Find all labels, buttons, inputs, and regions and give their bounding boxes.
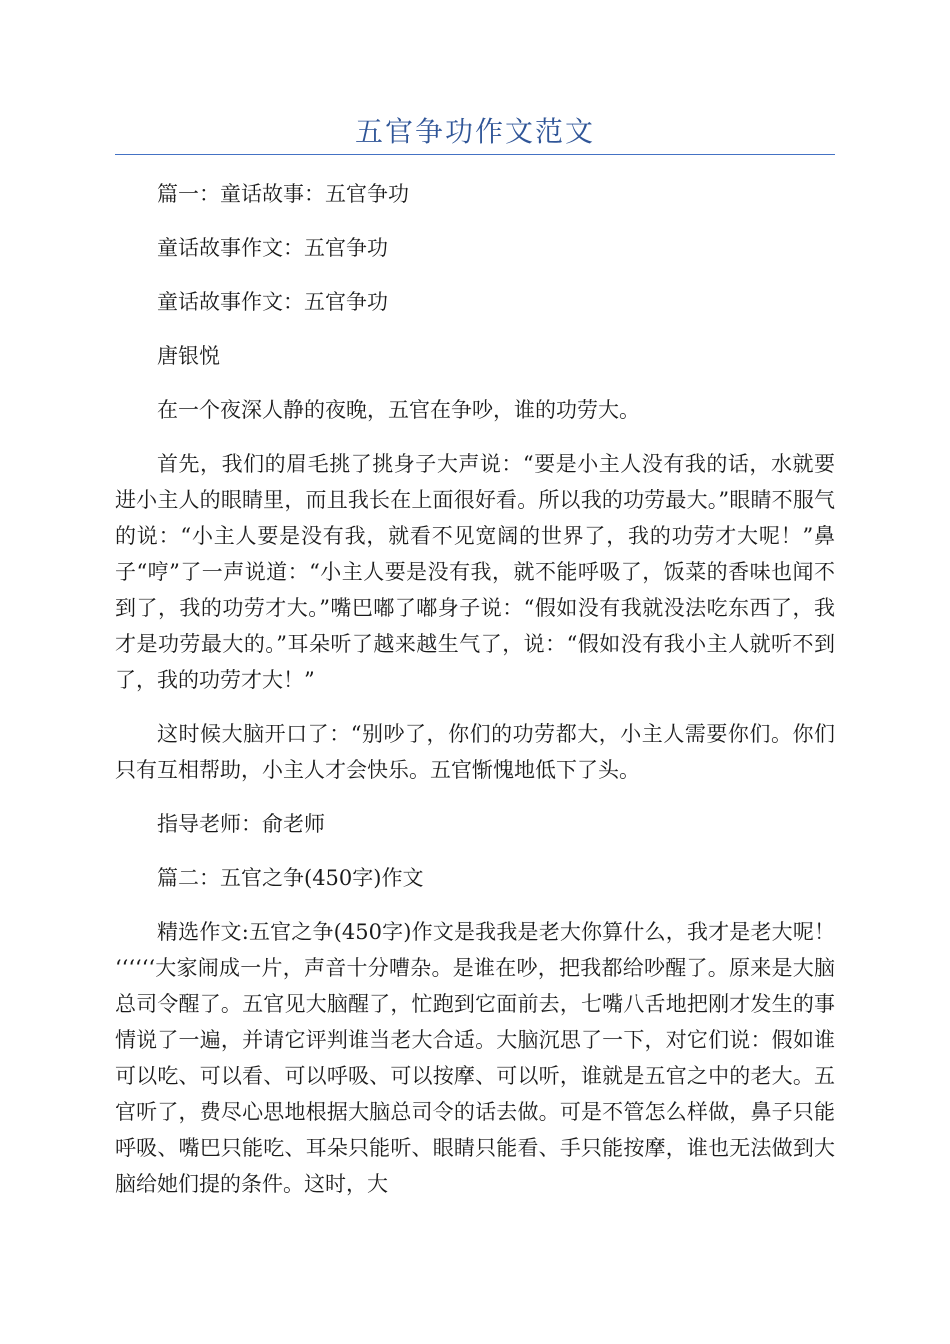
paragraph-section-one-heading: 篇一：童话故事：五官争功 bbox=[157, 182, 409, 206]
paragraph-author: 唐银悦 bbox=[157, 344, 220, 368]
document-title: 五官争功作文范文 bbox=[354, 115, 595, 148]
paragraph-section-two-body: 精选作文:五官之争(450字)作文是我我是老大你算什么，我才是老大呢！ ‘‘‘‘‘‘大家闹成一片，声音十分嘈杂。是谁在吵，把我都给吵醒了。原来是大脑总司令醒了。五官见大脑醒了，忙跑到它面前去，七嘴八舌地把刚才发生的事情说了一遍，并请它评判谁当老大合适。大脑沉思了一下，对它们说：假如谁可以吃、可以看、可以呼吸、可以按摩、可以听，谁就是五官之中的老大。五官听了，费尽心思地根据大脑总司令的话去做。可是不管怎么样做，鼻子只能呼吸、嘴巴只能吃、耳朵只能听、眼睛只能看、手只能按摩，谁也无法做到大脑给她们提的条件。这时，大 bbox=[115, 920, 835, 1196]
paragraph-story-title: 童话故事作文：五官争功 bbox=[157, 236, 388, 260]
paragraph-teacher: 指导老师：俞老师 bbox=[157, 812, 325, 836]
title-underline bbox=[115, 154, 835, 155]
paragraph-argument: 首先，我们的眉毛挑了挑身子大声说：“要是小主人没有我的话，水就要进小主人的眼睛里，而且我长在上面很好看。所以我的功劳最大。”眼睛不服气的说：“小主人要是没有我，就看不见宽阔的世界了，我的功劳才大呢！”鼻子“哼”了一声说道：“小主人要是没有我，就不能呼吸了，饭菜的香味也闻不到了，我的功劳才大。”嘴巴嘟了嘟身子说：“假如没有我就没法吃东西了，我才是功劳最大的。”耳朵听了越来越生气了，说：“假如没有我小主人就听不到了，我的功劳才大！” bbox=[115, 452, 835, 692]
document-body bbox=[115, 176, 835, 1220]
paragraph-brain-speaks: 这时候大脑开口了：“别吵了，你们的功劳都大，小主人需要你们。你们只有互相帮助，小主人才会快乐。五官惭愧地低下了头。 bbox=[115, 722, 835, 782]
paragraph-opening: 在一个夜深人静的夜晚，五官在争吵，谁的功劳大。 bbox=[157, 398, 640, 422]
paragraph-story-title-repeat: 童话故事作文：五官争功 bbox=[157, 290, 388, 314]
paragraph-section-two-heading: 篇二：五官之争(450字)作文 bbox=[157, 866, 424, 890]
